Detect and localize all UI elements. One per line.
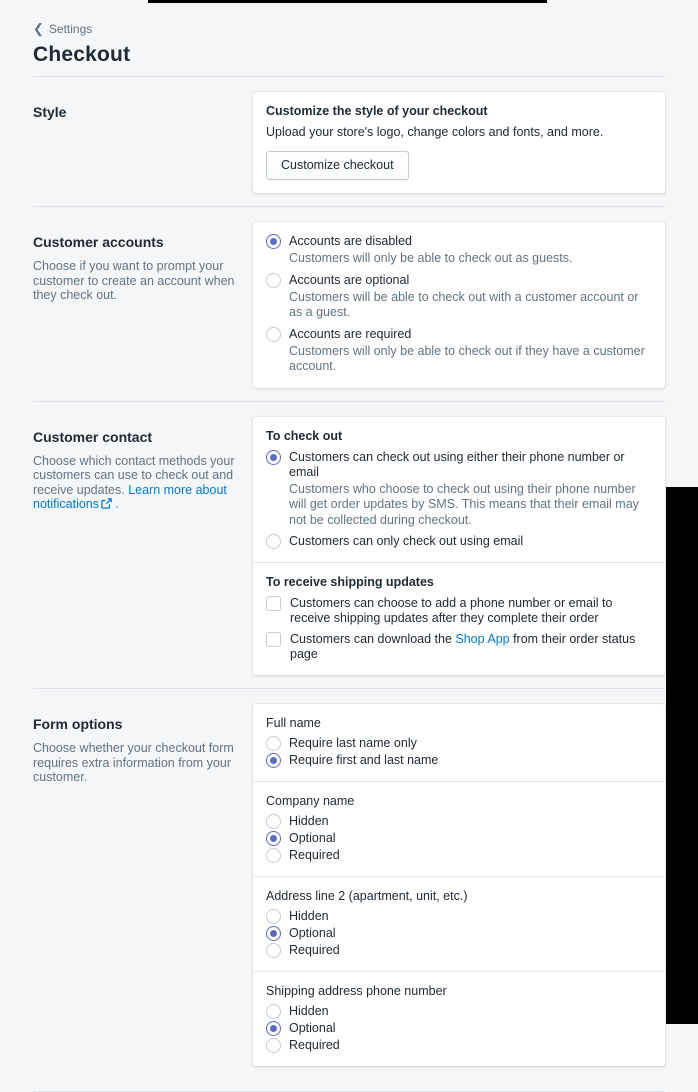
radio-option-accounts-required[interactable]	[266, 327, 652, 342]
section-form-options	[33, 689, 665, 1079]
radio-unselected-icon[interactable]	[266, 327, 281, 342]
checkbox-unchecked-icon[interactable]	[266, 632, 281, 647]
page-title: Checkout	[33, 43, 131, 66]
radio-unselected-icon[interactable]	[266, 909, 281, 924]
radio-label: Optional	[289, 1021, 336, 1035]
form-group-company-name	[253, 781, 665, 876]
radio-option-address2-required[interactable]	[266, 943, 652, 958]
radio-label: Required	[289, 943, 340, 957]
radio-help-text: Customers will be able to check out with a customer account or as a guest.	[289, 289, 639, 319]
radio-unselected-icon[interactable]	[266, 273, 281, 288]
radio-label: Require first and last name	[289, 753, 439, 767]
radio-label: Require last name only	[289, 736, 417, 750]
radio-label: Hidden	[289, 909, 329, 923]
radio-option-address2-hidden[interactable]	[266, 909, 652, 924]
customer-accounts-description: Choose if you want to prompt your customer to create an account when they check out.	[33, 259, 235, 302]
radio-option-phone-required[interactable]	[266, 1038, 652, 1053]
section-customer-contact	[33, 402, 665, 689]
section-style	[33, 77, 665, 206]
radio-selected-icon[interactable]	[266, 234, 281, 249]
mask-bar-top	[148, 0, 547, 3]
customer-contact-heading: Customer contact	[33, 428, 153, 445]
radio-label: Customers can only check out using email	[289, 534, 524, 548]
radio-unselected-icon[interactable]	[266, 848, 281, 863]
form-group-label: Full name	[266, 716, 321, 730]
customer-accounts-card	[253, 222, 665, 388]
form-group-label: Company name	[266, 794, 355, 808]
style-heading: Style	[33, 104, 67, 120]
radio-unselected-icon[interactable]	[266, 1038, 281, 1053]
radio-label: Hidden	[289, 1004, 329, 1018]
checkbox-option-shop-app[interactable]	[266, 632, 652, 662]
radio-option-accounts-optional[interactable]	[266, 273, 652, 288]
radio-unselected-icon[interactable]	[266, 943, 281, 958]
radio-label: Required	[289, 848, 340, 862]
to-check-out-title: To check out	[266, 428, 343, 443]
radio-option-address2-optional[interactable]	[266, 926, 652, 941]
breadcrumb-label: Settings	[48, 22, 93, 36]
radio-help-text: Customers will only be able to check out as guests.	[289, 251, 573, 265]
radio-unselected-icon[interactable]	[266, 814, 281, 829]
customer-accounts-heading: Customer accounts	[33, 234, 164, 250]
radio-option-phone-optional[interactable]	[266, 1021, 652, 1036]
customer-contact-description: Choose which contact methods your customers can use to check out and receive updates. Learn more about notifications .	[33, 453, 235, 511]
radio-label: Accounts are optional	[289, 272, 410, 287]
style-card-title: Customize the style of your checkout	[266, 104, 488, 118]
radio-option-phone-or-email[interactable]	[266, 450, 652, 480]
form-options-description: Choose whether your checkout form requires extra information from your customer.	[33, 741, 234, 784]
radio-option-last-name-only[interactable]	[266, 736, 652, 751]
radio-selected-icon[interactable]	[266, 753, 281, 768]
radio-selected-icon[interactable]	[266, 831, 281, 846]
shipping-updates-title: To receive shipping updates	[266, 575, 434, 589]
radio-label: Optional	[289, 831, 336, 845]
radio-help-text: Customers will only be able to check out if they have a customer account.	[289, 343, 645, 373]
learn-more-notifications-link[interactable]: Learn more about notifications	[33, 482, 227, 511]
radio-label: Hidden	[289, 814, 329, 828]
radio-option-company-hidden[interactable]	[266, 814, 652, 829]
radio-label: Required	[289, 1038, 340, 1052]
radio-unselected-icon[interactable]	[266, 736, 281, 751]
style-card-body: Upload your store's logo, change colors and fonts, and more.	[266, 125, 604, 139]
radio-unselected-icon[interactable]	[266, 1004, 281, 1019]
chevron-left-icon: ❮	[33, 21, 44, 36]
radio-option-email-only[interactable]	[266, 534, 652, 549]
radio-selected-icon[interactable]	[266, 1021, 281, 1036]
radio-label: Accounts are required	[289, 326, 412, 341]
radio-option-phone-hidden[interactable]	[266, 1004, 652, 1019]
external-link-icon	[101, 498, 112, 509]
form-options-card	[253, 704, 665, 1066]
radio-selected-icon[interactable]	[266, 450, 281, 465]
checkbox-unchecked-icon[interactable]	[266, 596, 281, 611]
section-customer-accounts	[33, 207, 665, 401]
checkbox-label: Customers can download the Shop App from their order status page	[290, 632, 636, 661]
radio-label: Optional	[289, 926, 336, 940]
form-options-heading: Form options	[33, 716, 123, 732]
mask-bar-right	[666, 487, 698, 1024]
shop-app-link[interactable]: Shop App	[455, 632, 510, 646]
customer-contact-card	[253, 417, 665, 676]
style-card	[253, 92, 665, 193]
form-group-label: Address line 2 (apartment, unit, etc.)	[266, 889, 468, 903]
radio-label: Accounts are disabled	[289, 234, 412, 248]
radio-selected-icon[interactable]	[266, 926, 281, 941]
radio-option-accounts-disabled[interactable]	[266, 234, 652, 249]
radio-option-company-optional[interactable]	[266, 831, 652, 846]
customize-checkout-button[interactable]: Customize checkout	[266, 151, 409, 180]
checkbox-option-add-phone-or-email[interactable]	[266, 596, 652, 626]
breadcrumb[interactable]	[33, 22, 92, 36]
form-group-label: Shipping address phone number	[266, 984, 447, 998]
radio-option-first-and-last-name[interactable]	[266, 753, 652, 768]
radio-option-company-required[interactable]	[266, 848, 652, 863]
form-group-address-line-2	[253, 876, 665, 971]
radio-help-text: Customers who choose to check out using their phone number will get order updates by SMS. This means that their email may not be collected during checkout.	[289, 481, 639, 527]
radio-label: Customers can check out using either their phone number or email	[289, 449, 625, 479]
form-group-full-name	[253, 704, 665, 781]
radio-unselected-icon[interactable]	[266, 534, 281, 549]
form-group-shipping-phone	[253, 971, 665, 1066]
checkbox-label: Customers can choose to add a phone number or email to receive shipping updates after they complete their order	[290, 596, 613, 625]
